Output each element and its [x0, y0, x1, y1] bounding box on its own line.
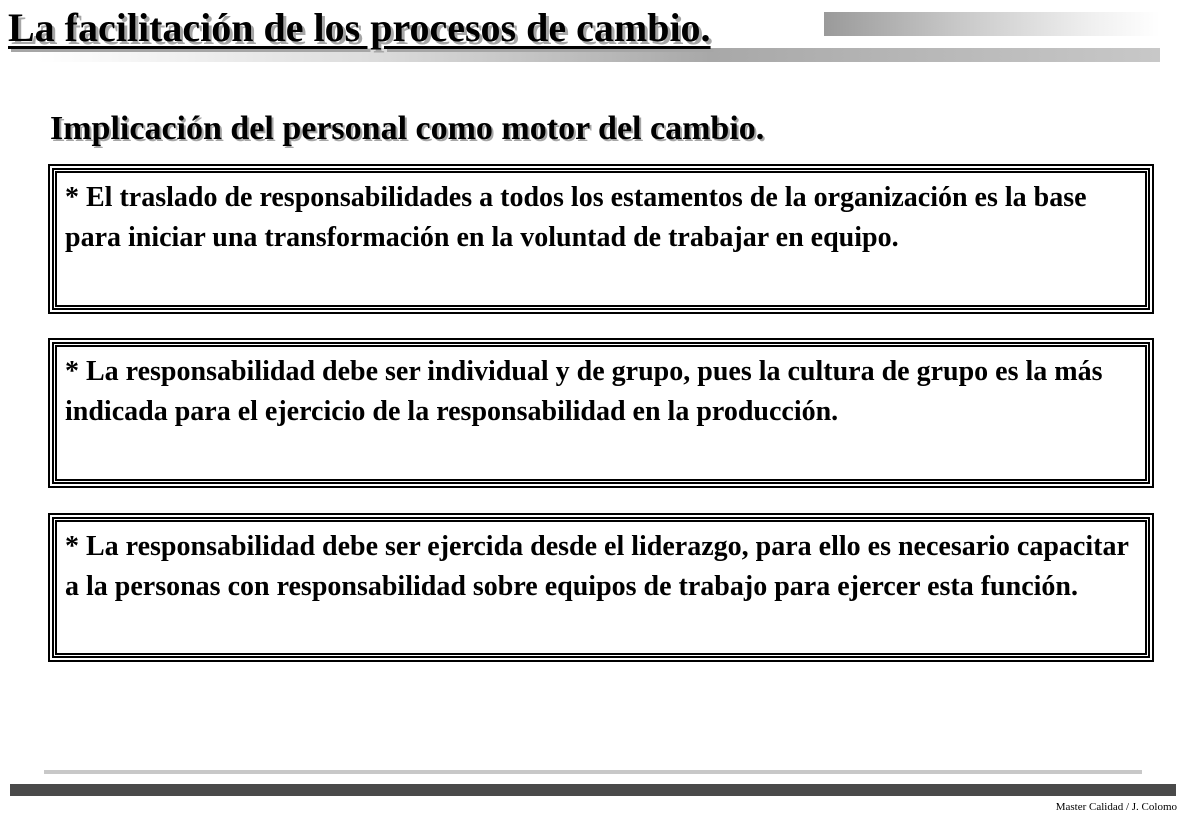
- point-text-2: * La responsabilidad debe ser individual y de grupo, pues la cultura de grupo es la más indicada para el ejercicio de la responsabilidad en la producción.: [55, 345, 1147, 481]
- footer-credit: Master Calidad / J. Colomo: [1055, 801, 1177, 813]
- slide-title: La facilitación de los procesos de cambio.: [8, 5, 711, 50]
- footer-divider-dark: [10, 784, 1176, 796]
- point-box-3: [48, 513, 1154, 662]
- title-gradient-bar-top: [824, 12, 1160, 36]
- point-box-1: [48, 164, 1154, 314]
- point-box-2: [48, 338, 1154, 488]
- slide-subtitle: Implicación del personal como motor del cambio.: [50, 110, 765, 147]
- point-text-1: * El traslado de responsabilidades a todos los estamentos de la organización es la base para iniciar una transformación en la voluntad de trabajar en equipo.: [55, 171, 1147, 307]
- point-text-3: * La responsabilidad debe ser ejercida desde el liderazgo, para ello es necesario capacitar a la personas con responsabilidad sobre equipos de trabajo para ejercer esta función.: [55, 520, 1147, 655]
- footer-divider-light: [44, 770, 1142, 774]
